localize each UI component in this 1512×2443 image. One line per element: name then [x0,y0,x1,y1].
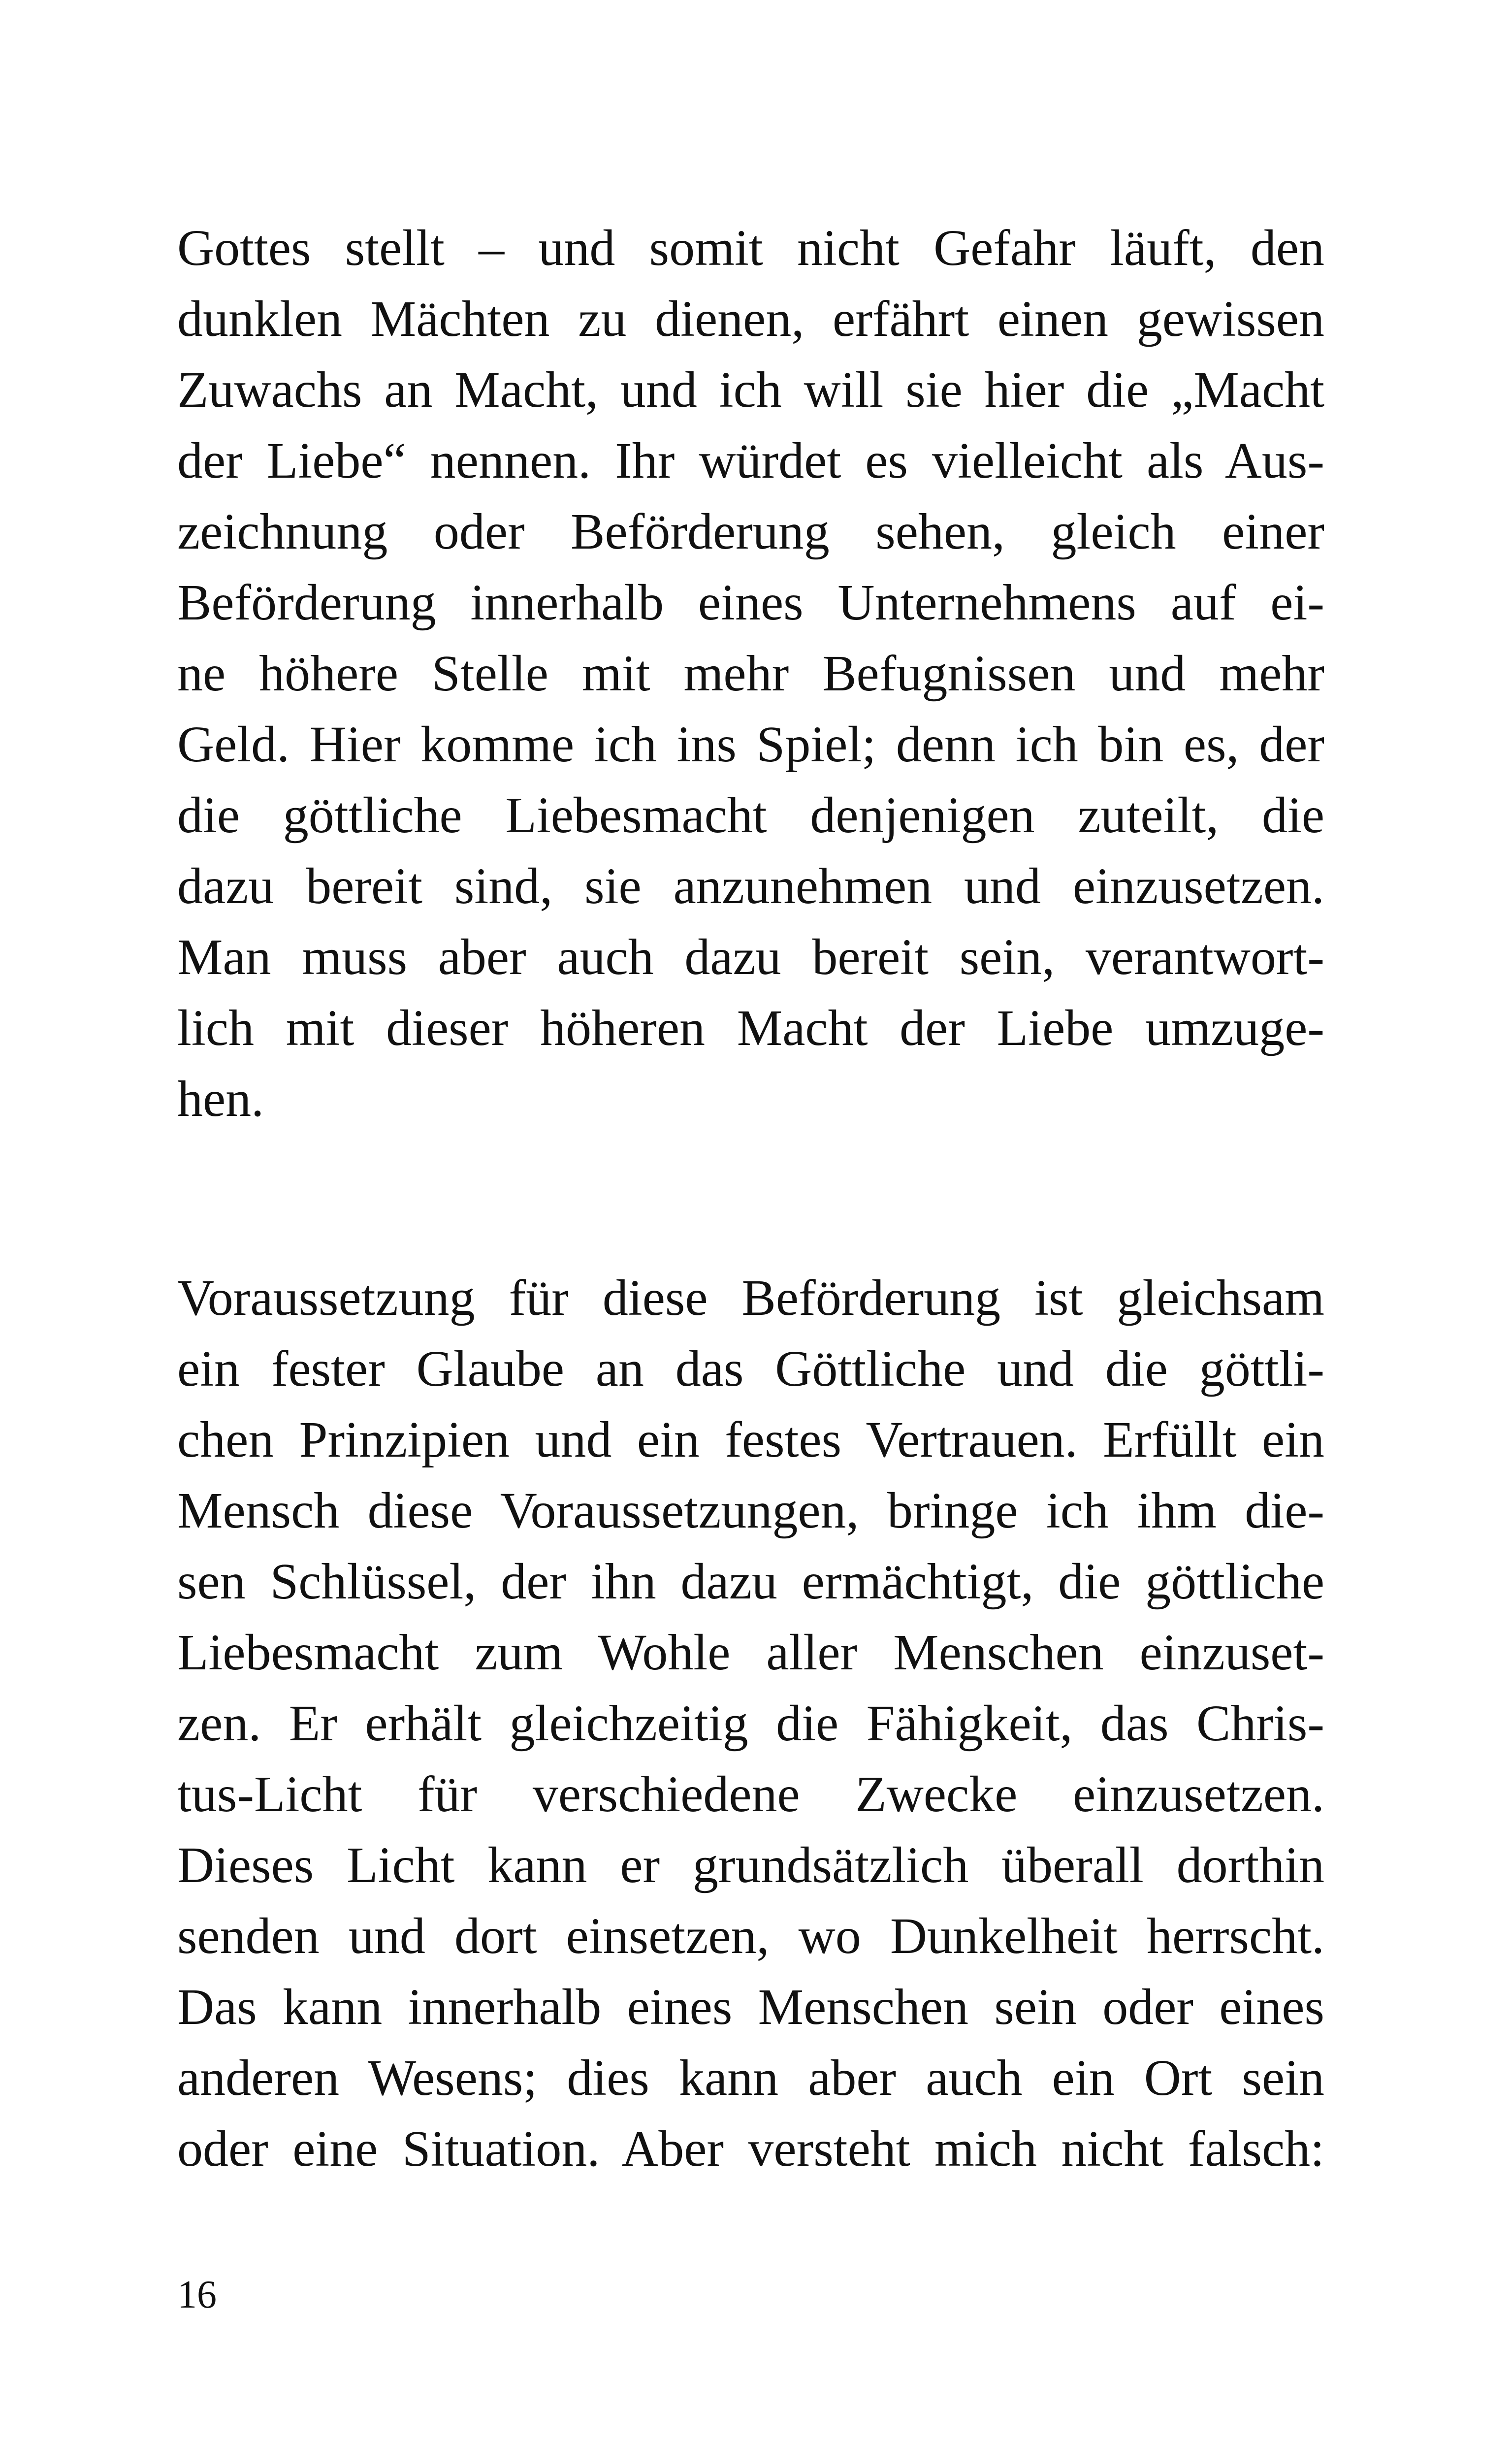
text-line: chen Prinzipien und ein festes Vertrauen. Erfüllt ein [177,1411,1324,1468]
text-line: Dieses Licht kann er grundsätzlich überall dorthin [177,1837,1324,1893]
text-line: Man muss aber auch dazu bereit sein, verantwort- [177,929,1324,985]
text-line: Voraussetzung für diese Beförderung ist gleichsam [177,1270,1324,1326]
text-line: anderen Wesens; dies kann aber auch ein Ort sein [177,2050,1324,2106]
text-line: dunklen Mächten zu dienen, erfährt einen gewissen [177,291,1324,347]
text-line: dazu bereit sind, sie anzunehmen und einzusetzen. [177,858,1324,914]
text-line: Beförderung innerhalb eines Unternehmens auf ei- [177,574,1324,631]
text-line: lich mit dieser höheren Macht der Liebe umzuge- [177,1000,1324,1056]
text-line: Liebesmacht zum Wohle aller Menschen einzuset- [177,1624,1324,1681]
text-line: Gottes stellt – und somit nicht Gefahr läuft, den [177,220,1324,276]
text-line: zen. Er erhält gleichzeitig die Fähigkeit, das Chris- [177,1695,1324,1752]
text-line: ne höhere Stelle mit mehr Befugnissen und mehr [177,645,1324,702]
page-number: 16 [177,2273,217,2316]
text-line: oder eine Situation. Aber versteht mich nicht falsch: [177,2120,1324,2177]
text-line: Geld. Hier komme ich ins Spiel; denn ich bin es, der [177,716,1324,773]
text-line: Das kann innerhalb eines Menschen sein oder eines [177,1979,1324,2035]
paragraph-1 [177,213,1324,1135]
text-line: tus-Licht für verschiedene Zwecke einzusetzen. [177,1766,1324,1823]
text-line: senden und dort einsetzen, wo Dunkelheit herrscht. [177,1908,1324,1964]
text-line: sen Schlüssel, der ihn dazu ermächtigt, die göttliche [177,1553,1324,1610]
text-line: ein fester Glaube an das Göttliche und die göttli- [177,1340,1324,1397]
text-line: Mensch diese Voraussetzungen, bringe ich ihm die- [177,1482,1324,1539]
text-line: die göttliche Liebesmacht denjenigen zuteilt, die [177,787,1324,844]
text-line: der Liebe“ nennen. Ihr würdet es vielleicht als Aus- [177,432,1324,489]
paragraph-2 [177,1263,1324,2184]
text-line: zeichnung oder Beförderung sehen, gleich einer [177,503,1324,560]
text-line: hen. [177,1071,264,1127]
text-line: Zuwachs an Macht, und ich will sie hier die „Macht [177,361,1324,418]
